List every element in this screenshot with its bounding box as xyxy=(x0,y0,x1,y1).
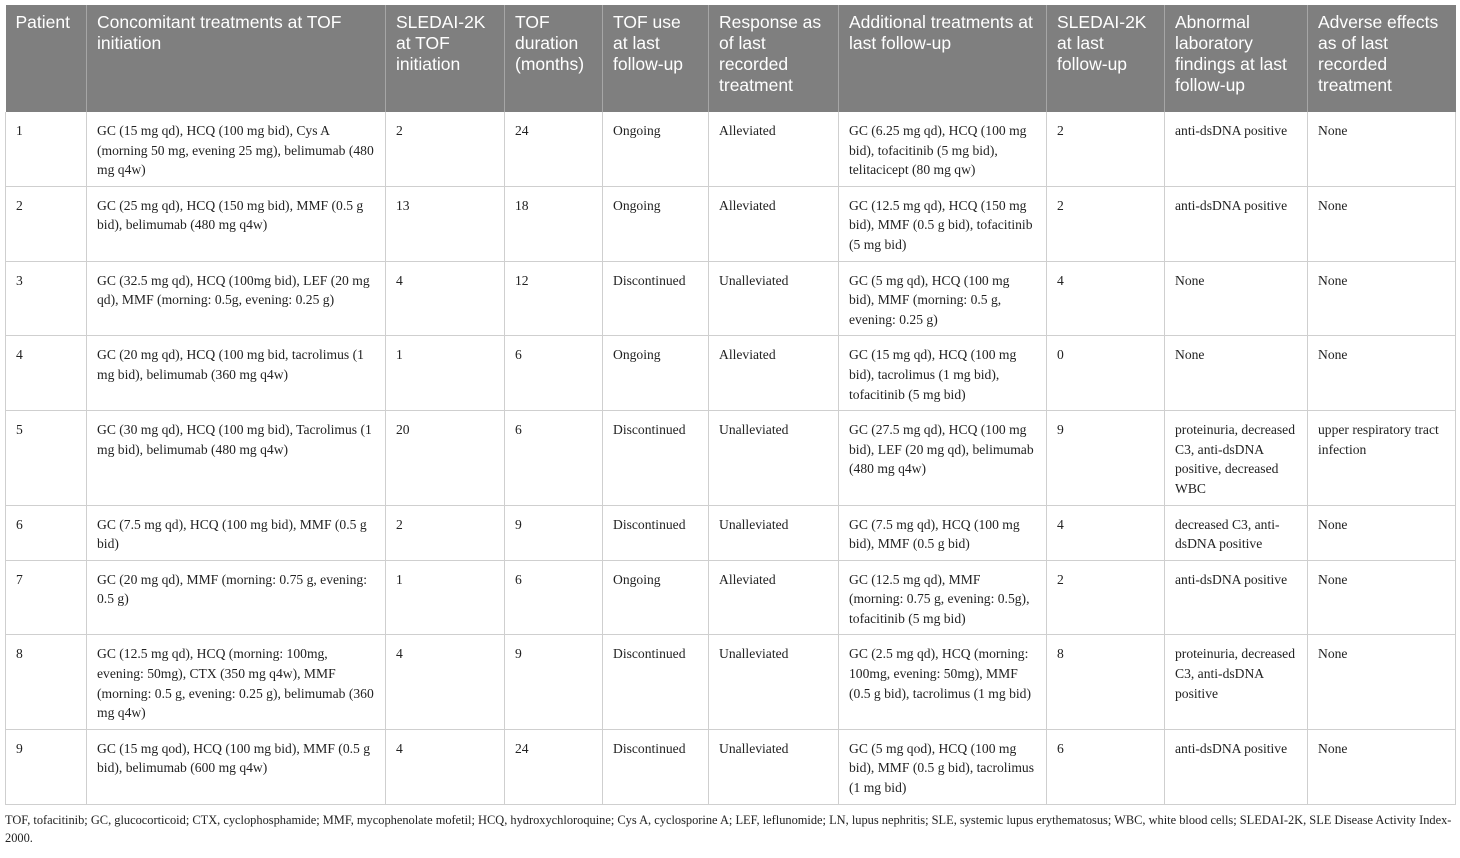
cell-additional-treatments: GC (2.5 mg qd), HCQ (morning: 100mg, evening: 50mg), MMF (0.5 g bid), tacrolimus (1 mg bid) xyxy=(839,635,1047,729)
table-row xyxy=(6,729,1456,804)
cell-concomitant-treatments: GC (20 mg qd), MMF (morning: 0.75 g, evening: 0.5 g) xyxy=(87,560,386,635)
cell-tof-duration: 6 xyxy=(505,336,603,411)
cell-tof-duration: 18 xyxy=(505,186,603,261)
cell-patient: 1 xyxy=(6,112,87,186)
cell-adverse-effects: None xyxy=(1308,336,1456,411)
cell-patient: 6 xyxy=(6,505,87,560)
cell-additional-treatments: GC (5 mg qod), HCQ (100 mg bid), MMF (0.5 g bid), tacrolimus (1 mg bid) xyxy=(839,729,1047,804)
col-header-tof-use: TOF use at last follow-up xyxy=(603,5,709,112)
col-header-sledai-initiation: SLEDAI-2K at TOF initiation xyxy=(386,5,505,112)
cell-concomitant-treatments: GC (12.5 mg qd), HCQ (morning: 100mg, evening: 50mg), CTX (350 mg q4w), MMF (morning: 0.5 g, evening: 0.25 g), belimumab (360 mg q4w) xyxy=(87,635,386,729)
col-header-response: Response as of last recorded treatment xyxy=(709,5,839,112)
cell-sledai-initiation: 2 xyxy=(386,112,505,186)
cell-sledai-initiation: 13 xyxy=(386,186,505,261)
cell-sledai-initiation: 4 xyxy=(386,635,505,729)
cell-abnormal-lab: decreased C3, anti-dsDNA positive xyxy=(1165,505,1308,560)
table-row xyxy=(6,112,1456,186)
cell-tof-use: Discontinued xyxy=(603,729,709,804)
col-header-additional-treatments: Additional treatments at last follow-up xyxy=(839,5,1047,112)
cell-patient: 9 xyxy=(6,729,87,804)
cell-abnormal-lab: anti-dsDNA positive xyxy=(1165,112,1308,186)
cell-adverse-effects: None xyxy=(1308,560,1456,635)
data-table xyxy=(5,5,1456,805)
col-header-patient: Patient xyxy=(6,5,87,112)
cell-tof-duration: 9 xyxy=(505,635,603,729)
cell-tof-use: Ongoing xyxy=(603,186,709,261)
cell-response: Alleviated xyxy=(709,560,839,635)
cell-tof-use: Discontinued xyxy=(603,411,709,505)
table-row xyxy=(6,560,1456,635)
cell-sledai-initiation: 1 xyxy=(386,560,505,635)
cell-sledai-initiation: 4 xyxy=(386,729,505,804)
cell-additional-treatments: GC (27.5 mg qd), HCQ (100 mg bid), LEF (20 mg qd), belimumab (480 mg q4w) xyxy=(839,411,1047,505)
col-header-abnormal-lab: Abnormal laboratory findings at last follow-up xyxy=(1165,5,1308,112)
cell-sledai-last: 2 xyxy=(1047,112,1165,186)
cell-sledai-last: 6 xyxy=(1047,729,1165,804)
cell-adverse-effects: None xyxy=(1308,505,1456,560)
cell-additional-treatments: GC (12.5 mg qd), MMF (morning: 0.75 g, evening: 0.5g), tofacitinib (5 mg bid) xyxy=(839,560,1047,635)
cell-patient: 7 xyxy=(6,560,87,635)
cell-abnormal-lab: anti-dsDNA positive xyxy=(1165,186,1308,261)
col-header-adverse-effects: Adverse effects as of last recorded treatment xyxy=(1308,5,1456,112)
cell-sledai-initiation: 2 xyxy=(386,505,505,560)
table-row xyxy=(6,336,1456,411)
cell-response: Unalleviated xyxy=(709,635,839,729)
cell-tof-duration: 12 xyxy=(505,261,603,336)
cell-response: Unalleviated xyxy=(709,729,839,804)
table-footnote: TOF, tofacitinib; GC, glucocorticoid; CTX, cyclophosphamide; MMF, mycophenolate mofetil; HCQ, hydroxychloroquine; Cys A, cyclosporine A; LEF, leflunomide; LN, lupus nephritis; SLE, systemic lupus erythematosus; WBC, white blood cells; SLEDAI-2K, SLE Disease Activity Index-2000. xyxy=(5,812,1452,845)
cell-sledai-initiation: 20 xyxy=(386,411,505,505)
cell-tof-use: Discontinued xyxy=(603,261,709,336)
cell-tof-duration: 24 xyxy=(505,112,603,186)
cell-tof-use: Discontinued xyxy=(603,505,709,560)
table-container xyxy=(5,5,1455,847)
cell-response: Unalleviated xyxy=(709,411,839,505)
cell-concomitant-treatments: GC (32.5 mg qd), HCQ (100mg bid), LEF (20 mg qd), MMF (morning: 0.5g, evening: 0.25 g) xyxy=(87,261,386,336)
cell-adverse-effects: upper respiratory tract infection xyxy=(1308,411,1456,505)
cell-abnormal-lab: None xyxy=(1165,261,1308,336)
cell-concomitant-treatments: GC (15 mg qd), HCQ (100 mg bid), Cys A (morning 50 mg, evening 25 mg), belimumab (480 mg q4w) xyxy=(87,112,386,186)
col-header-tof-duration: TOF duration (months) xyxy=(505,5,603,112)
cell-patient: 5 xyxy=(6,411,87,505)
cell-sledai-initiation: 1 xyxy=(386,336,505,411)
cell-patient: 4 xyxy=(6,336,87,411)
cell-tof-use: Ongoing xyxy=(603,112,709,186)
cell-tof-duration: 6 xyxy=(505,411,603,505)
table-body xyxy=(6,112,1456,804)
cell-tof-duration: 6 xyxy=(505,560,603,635)
cell-additional-treatments: GC (12.5 mg qd), HCQ (150 mg bid), MMF (0.5 g bid), tofacitinib (5 mg bid) xyxy=(839,186,1047,261)
cell-abnormal-lab: anti-dsDNA positive xyxy=(1165,729,1308,804)
cell-sledai-last: 8 xyxy=(1047,635,1165,729)
table-row xyxy=(6,635,1456,729)
cell-patient: 3 xyxy=(6,261,87,336)
table-row xyxy=(6,186,1456,261)
cell-concomitant-treatments: GC (7.5 mg qd), HCQ (100 mg bid), MMF (0.5 g bid) xyxy=(87,505,386,560)
col-header-sledai-last: SLEDAI-2K at last follow-up xyxy=(1047,5,1165,112)
cell-sledai-last: 4 xyxy=(1047,261,1165,336)
cell-sledai-initiation: 4 xyxy=(386,261,505,336)
cell-tof-use: Ongoing xyxy=(603,560,709,635)
cell-patient: 2 xyxy=(6,186,87,261)
cell-adverse-effects: None xyxy=(1308,112,1456,186)
cell-abnormal-lab: anti-dsDNA positive xyxy=(1165,560,1308,635)
cell-additional-treatments: GC (15 mg qd), HCQ (100 mg bid), tacrolimus (1 mg bid), tofacitinib (5 mg bid) xyxy=(839,336,1047,411)
cell-sledai-last: 2 xyxy=(1047,186,1165,261)
cell-sledai-last: 2 xyxy=(1047,560,1165,635)
cell-adverse-effects: None xyxy=(1308,261,1456,336)
cell-additional-treatments: GC (6.25 mg qd), HCQ (100 mg bid), tofacitinib (5 mg bid), telitacicept (80 mg qw) xyxy=(839,112,1047,186)
cell-tof-duration: 24 xyxy=(505,729,603,804)
table-header xyxy=(6,5,1456,112)
cell-adverse-effects: None xyxy=(1308,729,1456,804)
cell-response: Unalleviated xyxy=(709,505,839,560)
table-row xyxy=(6,505,1456,560)
cell-sledai-last: 0 xyxy=(1047,336,1165,411)
cell-additional-treatments: GC (7.5 mg qd), HCQ (100 mg bid), MMF (0.5 g bid) xyxy=(839,505,1047,560)
header-row xyxy=(6,5,1456,112)
cell-patient: 8 xyxy=(6,635,87,729)
cell-response: Alleviated xyxy=(709,336,839,411)
table-row xyxy=(6,261,1456,336)
table-row xyxy=(6,411,1456,505)
cell-abnormal-lab: proteinuria, decreased C3, anti-dsDNA positive xyxy=(1165,635,1308,729)
cell-adverse-effects: None xyxy=(1308,635,1456,729)
col-header-concomitant-treatments: Concomitant treatments at TOF initiation xyxy=(87,5,386,112)
cell-response: Unalleviated xyxy=(709,261,839,336)
cell-sledai-last: 4 xyxy=(1047,505,1165,560)
cell-additional-treatments: GC (5 mg qd), HCQ (100 mg bid), MMF (morning: 0.5 g, evening: 0.25 g) xyxy=(839,261,1047,336)
cell-abnormal-lab: proteinuria, decreased C3, anti-dsDNA positive, decreased WBC xyxy=(1165,411,1308,505)
cell-tof-use: Discontinued xyxy=(603,635,709,729)
cell-adverse-effects: None xyxy=(1308,186,1456,261)
cell-response: Alleviated xyxy=(709,186,839,261)
cell-sledai-last: 9 xyxy=(1047,411,1165,505)
cell-tof-use: Ongoing xyxy=(603,336,709,411)
cell-concomitant-treatments: GC (20 mg qd), HCQ (100 mg bid, tacrolimus (1 mg bid), belimumab (360 mg q4w) xyxy=(87,336,386,411)
cell-abnormal-lab: None xyxy=(1165,336,1308,411)
cell-response: Alleviated xyxy=(709,112,839,186)
cell-concomitant-treatments: GC (25 mg qd), HCQ (150 mg bid), MMF (0.5 g bid), belimumab (480 mg q4w) xyxy=(87,186,386,261)
cell-concomitant-treatments: GC (15 mg qod), HCQ (100 mg bid), MMF (0.5 g bid), belimumab (600 mg q4w) xyxy=(87,729,386,804)
cell-tof-duration: 9 xyxy=(505,505,603,560)
cell-concomitant-treatments: GC (30 mg qd), HCQ (100 mg bid), Tacrolimus (1 mg bid), belimumab (480 mg q4w) xyxy=(87,411,386,505)
